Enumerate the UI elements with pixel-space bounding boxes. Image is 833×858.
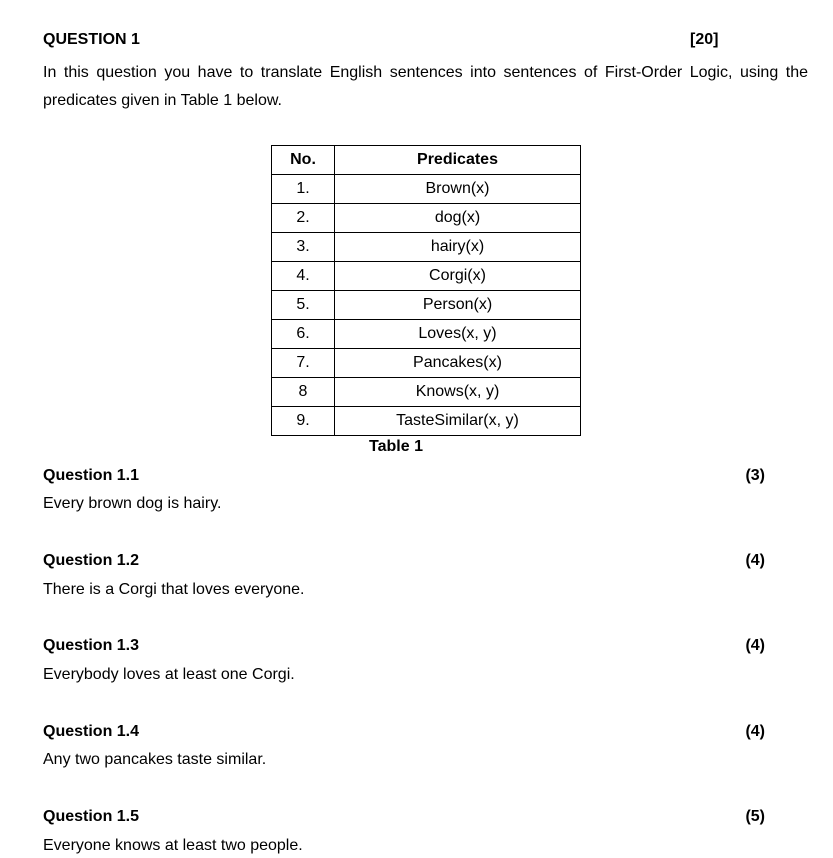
table-row: [272, 175, 581, 204]
row-predicate: dog(x): [335, 204, 581, 233]
header-predicates: Predicates: [335, 146, 581, 175]
row-predicate: Corgi(x): [335, 262, 581, 291]
question-1-3-marks: (4): [745, 637, 765, 654]
row-predicate: Knows(x, y): [335, 378, 581, 407]
row-predicate: hairy(x): [335, 233, 581, 262]
table-row: [272, 378, 581, 407]
row-predicate: TasteSimilar(x, y): [335, 407, 581, 436]
question-1-5-title: Question 1.5: [43, 808, 140, 825]
table-row: [272, 320, 581, 349]
question-1-1-text: Every brown dog is hairy.: [43, 495, 222, 512]
row-number: 8: [272, 378, 335, 407]
question-1-5-text: Everyone knows at least two people.: [43, 837, 303, 854]
question-1-4-title: Question 1.4: [43, 723, 140, 740]
table-row: [272, 262, 581, 291]
question-1-3-text: Everybody loves at least one Corgi.: [43, 666, 295, 683]
table-caption: Table 1: [369, 438, 423, 455]
question-1-3-title: Question 1.3: [43, 637, 140, 654]
table-header-row: [272, 146, 581, 175]
question-1-4-marks: (4): [745, 723, 765, 740]
total-marks: [20]: [690, 31, 719, 48]
table-row: [272, 349, 581, 378]
table-row: [272, 407, 581, 436]
table-row: [272, 291, 581, 320]
table-row: [272, 233, 581, 262]
row-number: 3.: [272, 233, 335, 262]
question-1-2-title: Question 1.2: [43, 552, 140, 569]
row-predicate: Loves(x, y): [335, 320, 581, 349]
row-number: 7.: [272, 349, 335, 378]
row-predicate: Person(x): [335, 291, 581, 320]
row-number: 6.: [272, 320, 335, 349]
header-no: No.: [272, 146, 335, 175]
question-1-2-marks: (4): [745, 552, 765, 569]
question-1-4-text: Any two pancakes taste similar.: [43, 751, 267, 768]
row-number: 9.: [272, 407, 335, 436]
intro-paragraph: In this question you have to translate English sentences into sentences of First-Order Logic, using the predicates given in Table 1 below.: [43, 64, 808, 109]
row-number: 1.: [272, 175, 335, 204]
question-1-1-title: Question 1.1: [43, 467, 140, 484]
question-1-5-marks: (5): [745, 808, 765, 825]
row-predicate: Brown(x): [335, 175, 581, 204]
predicates-table: [271, 145, 581, 436]
row-number: 5.: [272, 291, 335, 320]
table-row: [272, 204, 581, 233]
row-number: 2.: [272, 204, 335, 233]
question-1-2-text: There is a Corgi that loves everyone.: [43, 581, 305, 598]
row-predicate: Pancakes(x): [335, 349, 581, 378]
row-number: 4.: [272, 262, 335, 291]
question-1-1-marks: (3): [745, 467, 765, 484]
question-title: QUESTION 1: [43, 31, 140, 48]
